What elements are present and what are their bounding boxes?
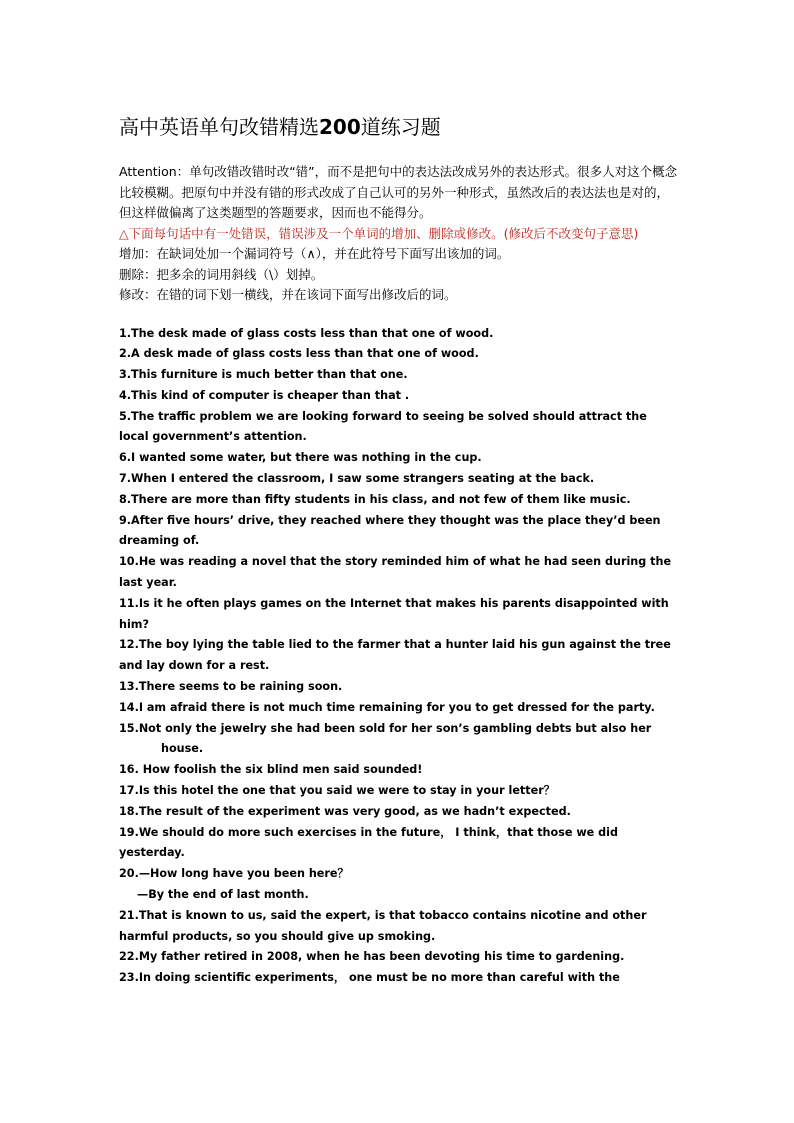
question-item: 23.In doing scientific experiments， one must be no more than careful with the <box>119 971 620 985</box>
question-item: 6.I wanted some water, but there was nothing in the cup. <box>119 451 482 465</box>
question-item: 18.The result of the experiment was very good, as we hadn’t expected. <box>119 804 571 818</box>
question-item: 2.A desk made of glass costs less than that one of wood. <box>119 347 479 361</box>
title-number: 200 <box>319 115 361 139</box>
question-item: 8.There are more than fifty students in his class, and not few of them like music. <box>119 492 631 506</box>
question-item: 16. How foolish the six blind men said sounded! <box>119 763 423 777</box>
rule-delete: 删除：把多余的词用斜线（\）划掉。 <box>119 266 324 282</box>
question-item-continued: house. <box>161 742 204 756</box>
title-text: 高中英语单句改错精选 <box>119 115 319 139</box>
question-item: 10.He was reading a novel that the story reminded him of what he had seen during the last year. <box>119 555 672 590</box>
question-item: 17.Is this hotel the one that you said we were to stay in your letter？ <box>119 784 555 798</box>
question-item: 5.The traffic problem we are looking forward to seeing be solved should attract the local government’s attention. <box>119 409 647 444</box>
question-item: 13.There seems to be raining soon. <box>119 680 343 694</box>
question-item-continued: —By the end of last month. <box>137 888 309 902</box>
rule-modify: 修改：在错的词下划一横线，并在该词下面写出修改后的词。 <box>119 287 457 302</box>
task-note: △下面每句话中有一处错误，错误涉及一个单词的增加、删除或修改。(修改后不改变句子意思) <box>119 225 639 241</box>
title-text-tail: 道练习题 <box>360 115 441 139</box>
instructions <box>119 162 679 306</box>
question-item: 22.My father retired in 2008, when he has been devoting his time to gardening. <box>119 950 625 964</box>
page-title <box>119 112 679 142</box>
question-item: 3.This furniture is much better than that one. <box>119 368 408 382</box>
question-item: 7.When I entered the classroom, I saw some strangers seating at the back. <box>119 472 595 486</box>
question-item: 11.Is it he often plays games on the Internet that makes his parents disappointed with him? <box>119 596 669 631</box>
attention-paragraph: Attention：单句改错改错时改“错”，而不是把句中的表达法改成另外的表达形式。很多人对这个概念比较模糊。把原句中并没有错的形式改成了自己认可的另外一种形式，虽然改后的表达法也是对的，但这样做偏离了这类题型的答题要求，因而也不能得分。 <box>119 164 678 220</box>
question-item: 20.—How long have you been here？ <box>119 867 349 881</box>
document-page <box>119 112 679 989</box>
question-item: 4.This kind of computer is cheaper than that . <box>119 388 410 402</box>
question-list <box>119 324 679 990</box>
question-item: 19.We should do more such exercises in the future， I think，that those we did yesterday. <box>119 825 619 860</box>
question-item: 15.Not only the jewelry she had been sold for her son’s gambling debts but also her <box>119 721 652 735</box>
question-item: 14.I am afraid there is not much time remaining for you to get dressed for the party. <box>119 700 655 714</box>
question-item: 12.The boy lying the table lied to the farmer that a hunter laid his gun against the tree and lay down for a rest. <box>119 638 671 673</box>
question-item: 1.The desk made of glass costs less than that one of wood. <box>119 326 494 340</box>
question-item: 9.After five hours’ drive, they reached where they thought was the place they’d been dreaming of. <box>119 513 661 548</box>
rule-add: 增加：在缺词处加一个漏词符号（∧），并在此符号下面写出该加的词。 <box>119 246 510 261</box>
question-item: 21.That is known to us, said the expert, is that tobacco contains nicotine and other harmful products, so you should give up smoking. <box>119 908 647 943</box>
